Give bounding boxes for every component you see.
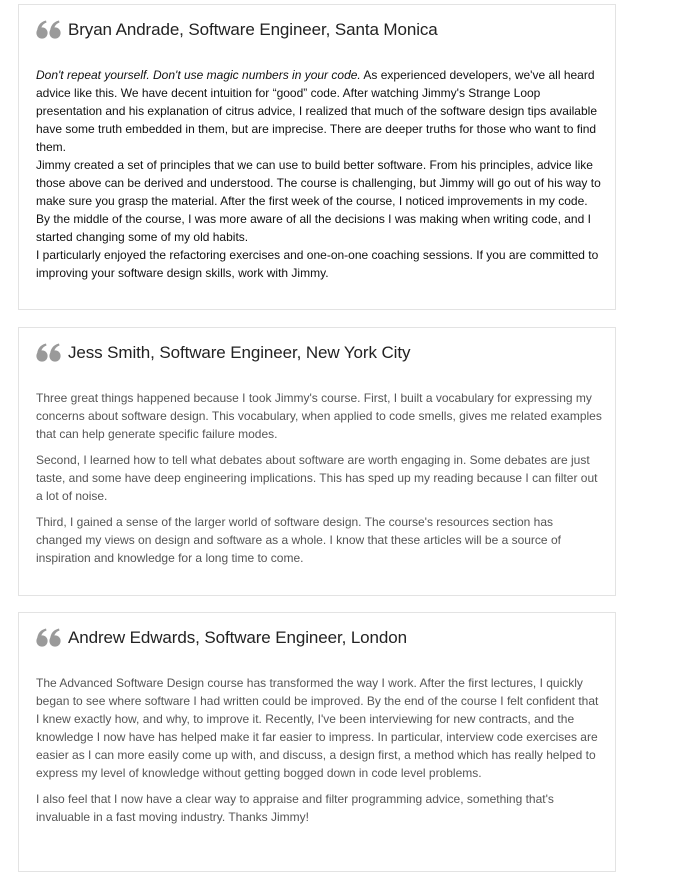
testimonial-paragraph: Second, I learned how to tell what debates about software are worth engaging in. Some debates are just taste, and some have deep engineering implications. This has sped up my reading because I can filter out a lot of noise. <box>36 453 598 503</box>
testimonial-paragraph: I particularly enjoyed the refactoring exercises and one-on-one coaching sessions. If you are committed to improving your software design skills, work with Jimmy. <box>36 248 599 280</box>
testimonial-header <box>36 342 410 364</box>
testimonial-body <box>36 674 602 826</box>
testimonial-card <box>18 4 616 310</box>
testimonial-intro-text: As experienced developers, we've all heard advice like this. We have decent intuition for “good” code. After watching Jimmy's Strange Loop presentation and his explanation of citrus advice, I realized that much of the software design tips available have some truth embedded in them, but are imprecise. There are deeper truths for those who want to find them. <box>36 68 597 154</box>
testimonial-header <box>36 627 407 649</box>
testimonial-paragraph: Jimmy created a set of principles that we can use to build better software. From his principles, advice like those above can be derived and understood. The course is challenging, but Jimmy will go out of his way to make sure you grasp the material. After the first week of the course, I noticed improvements in my code. By the middle of the course, I was more aware of all the decisions I was making when writing code, and I started changing some of my old habits. <box>36 158 601 244</box>
testimonial-body <box>36 389 602 567</box>
testimonial-header <box>36 19 438 41</box>
quote-icon <box>36 19 62 41</box>
testimonial-paragraph: Three great things happened because I took Jimmy's course. First, I built a vocabulary for expressing my concerns about software design. This vocabulary, when applied to code smells, gives me related examples that can help generate specific failure modes. <box>36 391 602 441</box>
testimonial-author: Andrew Edwards, Software Engineer, London <box>68 628 407 647</box>
testimonial-paragraph: The Advanced Software Design course has transformed the way I work. After the first lectures, I quickly began to see where software I had written could be improved. By the end of the course I felt confident that I knew exactly how, and why, to improve it. Recently, I've been interviewing for new contracts, and the knowledge I now have has helped make it far easier to impress. In particular, interview code exercises are easier as I can more easily come up with, and discuss, a design first, a method which has really helped to express my level of knowledge without getting bogged down in code level problems. <box>36 676 599 780</box>
testimonial-author: Jess Smith, Software Engineer, New York City <box>68 343 411 362</box>
testimonial-card <box>18 327 616 596</box>
testimonial-author: Bryan Andrade, Software Engineer, Santa Monica <box>68 20 438 39</box>
testimonial-body <box>36 66 602 282</box>
testimonial-card <box>18 612 616 872</box>
quote-icon <box>36 342 62 364</box>
testimonial-paragraph: I also feel that I now have a clear way to appraise and filter programming advice, something that's invaluable in a fast moving industry. Thanks Jimmy! <box>36 792 554 824</box>
testimonial-paragraph <box>36 66 602 156</box>
testimonial-intro-italic: Don't repeat yourself. Don't use magic numbers in your code. <box>36 68 361 82</box>
testimonial-paragraph: Third, I gained a sense of the larger world of software design. The course's resources section has changed my views on design and software as a whole. I know that these articles will be a source of inspiration and knowledge for a long time to come. <box>36 515 561 565</box>
quote-icon <box>36 627 62 649</box>
